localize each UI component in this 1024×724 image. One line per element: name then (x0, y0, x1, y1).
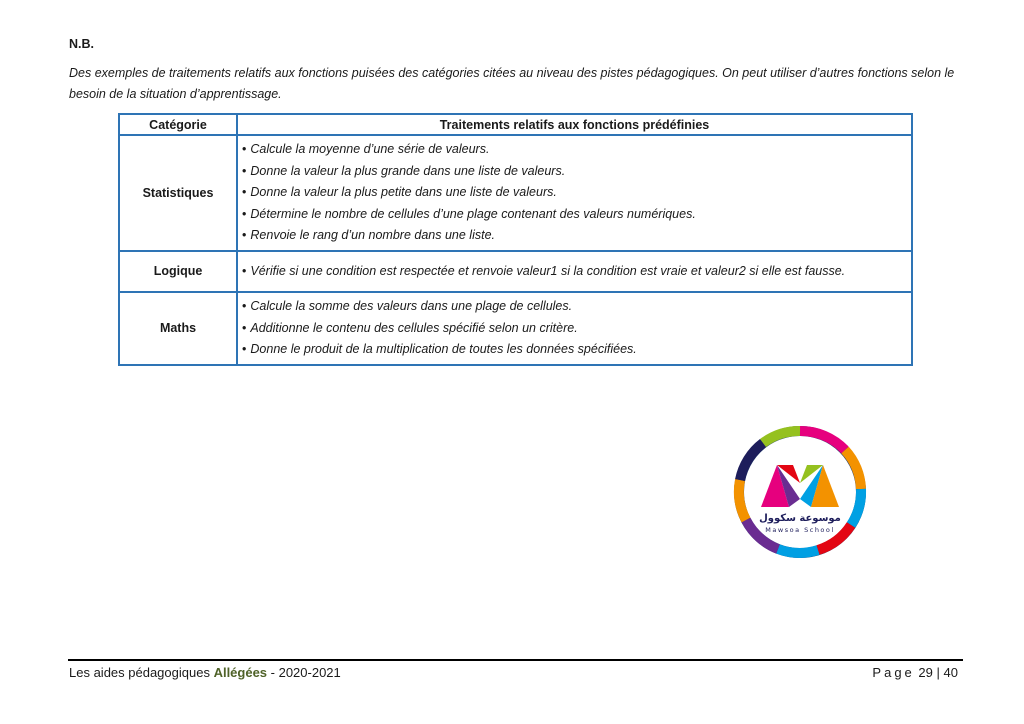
footer-bold-word: Allégées (213, 665, 268, 680)
table-row (119, 292, 912, 365)
header-category: Catégorie (119, 114, 237, 135)
nb-paragraph: Des exemples de traitements relatifs aux fonctions puisées des catégories citées au niveau des pistes pédagogiques. On peut utiliser d’autres fonctions selon le besoin de la situation d’apprentissage. (69, 66, 955, 101)
bullet-icon: • (242, 142, 247, 156)
items-cell (237, 135, 912, 251)
page-total: 40 (943, 665, 958, 680)
bullet-icon: • (242, 320, 247, 335)
footer-title (69, 665, 341, 680)
page-indicator (872, 665, 958, 680)
list-item (242, 182, 903, 204)
item-text: Vérifie si une condition est respectée et renvoie valeur1 si la condition est vraie et valeur2 si elle est fausse. (250, 263, 846, 278)
bullet-icon: • (242, 185, 247, 199)
bullet-icon: • (242, 342, 247, 356)
logo-latin-text: Mawsoa School (765, 526, 835, 534)
items-cell (237, 292, 912, 365)
footer-suffix: - 2020-2021 (267, 665, 341, 680)
table-row (119, 135, 912, 251)
list-item (242, 339, 903, 361)
footer-prefix: Les aides pédagogiques (69, 665, 214, 680)
list-item (242, 225, 903, 247)
bullet-icon: • (242, 206, 247, 221)
table-header-row (119, 114, 912, 135)
item-text: Donne la valeur la plus grande dans une liste de valeurs. (250, 163, 566, 178)
category-cell: Statistiques (119, 135, 237, 251)
list-item (242, 161, 903, 183)
category-cell: Maths (119, 292, 237, 365)
nb-title: N.B. (69, 37, 94, 51)
page-separator: | (936, 665, 940, 680)
list-item (242, 261, 903, 283)
bullet-icon: • (242, 228, 247, 242)
item-text: Renvoie le rang d’un nombre dans une liste. (250, 228, 495, 242)
bullet-icon: • (242, 299, 247, 313)
list-item (242, 204, 903, 226)
bullet-icon: • (242, 263, 247, 278)
item-text: Donne la valeur la plus petite dans une liste de valeurs. (250, 185, 557, 199)
logo-arabic-text: موسوعة سكوول (759, 513, 841, 524)
item-text: Calcule la somme des valeurs dans une plage de cellules. (250, 299, 573, 313)
item-text: Additionne le contenu des cellules spécifié selon un critère. (250, 320, 578, 335)
item-text: Détermine le nombre de cellules d’une plage contenant des valeurs numériques. (250, 206, 696, 221)
header-treatments: Traitements relatifs aux fonctions prédéfinies (237, 114, 912, 135)
items-cell (237, 251, 912, 293)
page-number: 29 (918, 665, 933, 680)
page-label: Page (872, 665, 915, 680)
item-text: Donne le produit de la multiplication de toutes les données spécifiées. (250, 342, 637, 356)
bullet-icon: • (242, 163, 247, 178)
item-text: Calcule la moyenne d’une série de valeurs. (250, 142, 490, 156)
functions-table (118, 113, 913, 366)
footer-divider (68, 659, 963, 661)
list-item (242, 139, 903, 161)
list-item (242, 318, 903, 340)
mawsoa-school-logo (733, 425, 867, 559)
category-cell: Logique (119, 251, 237, 293)
list-item (242, 296, 903, 318)
table-row (119, 251, 912, 293)
